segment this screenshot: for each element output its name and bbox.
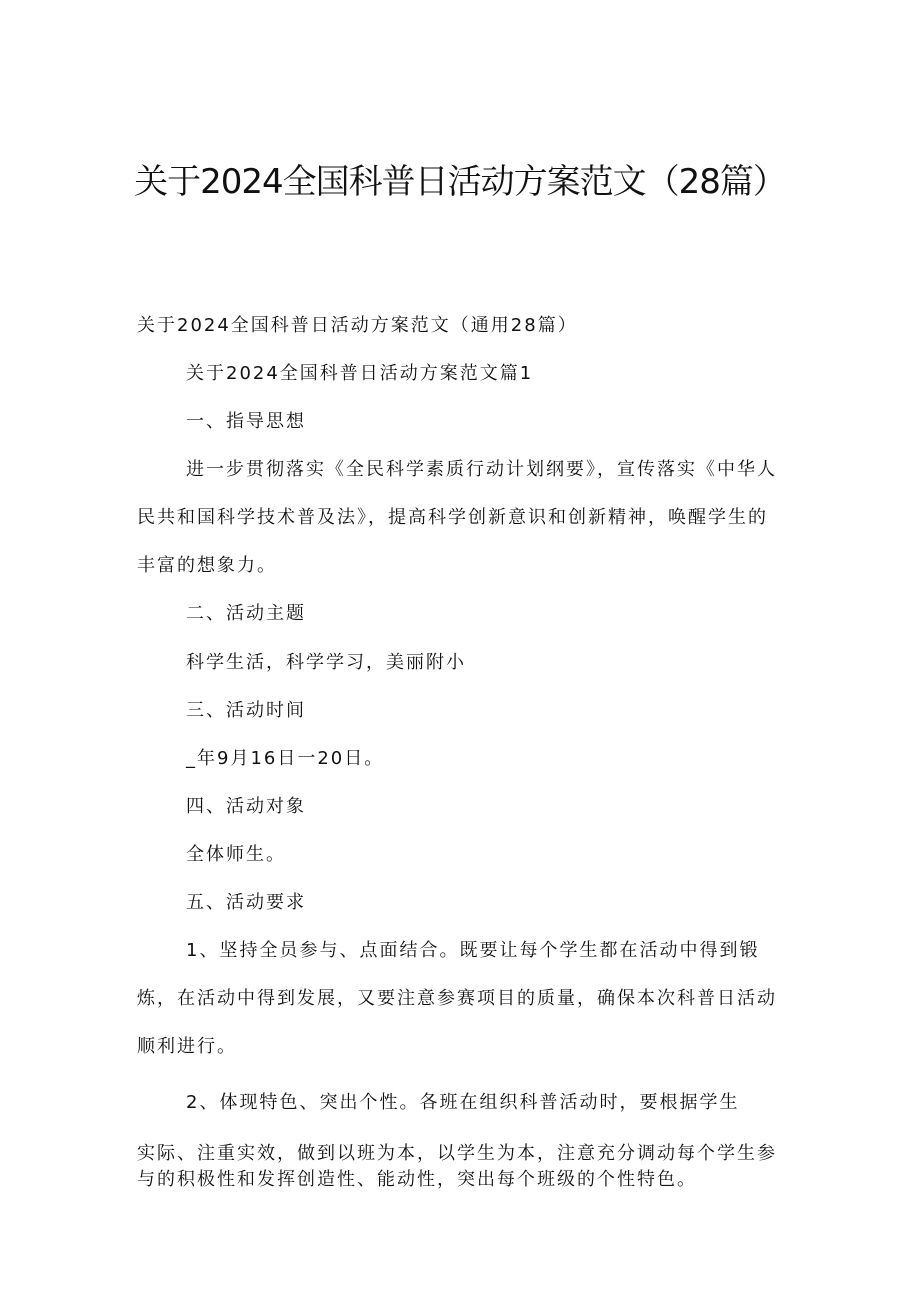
section-heading-activity-requirements: 五、活动要求 bbox=[186, 892, 306, 913]
paragraph-line: 顺利进行。 bbox=[137, 1036, 237, 1057]
paragraph-line: 丰富的想象力。 bbox=[137, 555, 277, 576]
article-heading: 关于2024全国科普日活动方案范文篇1 bbox=[186, 363, 534, 384]
paragraph-line: 进一步贯彻落实《全民科学素质行动计划纲要》，宣传落实《中华人 bbox=[186, 459, 777, 480]
paragraph-line: 科学生活，科学学习，美丽附小 bbox=[186, 652, 466, 673]
section-heading-activity-target: 四、活动对象 bbox=[186, 796, 306, 817]
paragraph-line: 实际、注重实效，做到以班为本，以学生为本，注意充分调动每个学生参 bbox=[137, 1143, 777, 1164]
section-heading-guiding-ideology: 一、指导思想 bbox=[186, 411, 306, 432]
paragraph-line: 民共和国科学技术普及法》，提高科学创新意识和创新精神，唤醒学生的 bbox=[137, 507, 768, 528]
paragraph-line: 2、体现特色、突出个性。各班在组织科普活动时，要根据学生 bbox=[186, 1092, 740, 1113]
section-heading-activity-time: 三、活动时间 bbox=[186, 700, 306, 721]
section-heading-activity-theme: 二、活动主题 bbox=[186, 603, 306, 624]
document-title: 关于2024全国科普日活动方案范文（28篇） bbox=[134, 162, 786, 202]
document-subtitle: 关于2024全国科普日活动方案范文（通用28篇） bbox=[137, 315, 578, 336]
paragraph-line: _年9月16日一20日。 bbox=[186, 748, 385, 769]
paragraph-line: 1、坚持全员参与、点面结合。既要让每个学生都在活动中得到锻 bbox=[186, 940, 760, 961]
paragraph-line: 与的积极性和发挥创造性、能动性，突出每个班级的个性特色。 bbox=[137, 1169, 697, 1190]
paragraph-line: 全体师生。 bbox=[186, 844, 286, 865]
paragraph-line: 炼，在活动中得到发展，又要注意参赛项目的质量，确保本次科普日活动 bbox=[137, 988, 777, 1009]
